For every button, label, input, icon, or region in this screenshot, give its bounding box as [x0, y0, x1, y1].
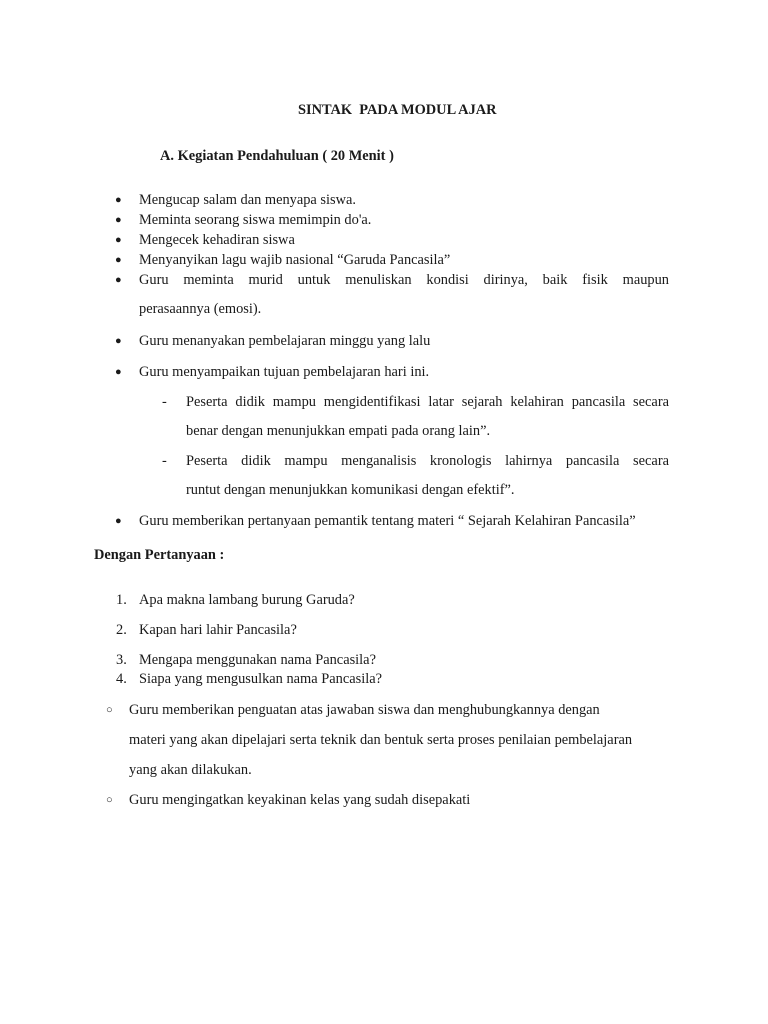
objective-line: Peserta didik mampu menganalisis kronologis lahirnya pancasila secara — [186, 453, 669, 469]
list-item: Meminta seorang siswa memimpin do'a. — [139, 212, 372, 228]
objective-line: Peserta didik mampu mengidentifikasi latar sejarah kelahiran pancasila secara — [186, 394, 669, 410]
list-item: Guru menanyakan pembelajaran minggu yang lalu — [139, 333, 431, 349]
list-item: Guru meminta murid untuk menuliskan kondisi dirinya, baik fisik maupun — [139, 272, 669, 288]
bullet-icon: ● — [115, 234, 122, 246]
circle-bullet-icon: ○ — [106, 794, 113, 806]
dash-marker: - — [162, 453, 167, 469]
question-number: 3. — [116, 652, 127, 668]
bullet-icon: ● — [115, 335, 122, 347]
bullet-icon: ● — [115, 366, 122, 378]
bullet-icon: ● — [115, 214, 122, 226]
question-text: Mengapa menggunakan nama Pancasila? — [139, 652, 376, 668]
objective-line: runtut dengan menunjukkan komunikasi dengan efektif”. — [186, 482, 515, 498]
closing-line: yang akan dilakukan. — [129, 762, 252, 778]
question-text: Kapan hari lahir Pancasila? — [139, 622, 297, 638]
closing-line: Guru memberikan penguatan atas jawaban siswa dan menghubungkannya dengan — [129, 702, 600, 718]
dash-marker: - — [162, 394, 167, 410]
objective-line: benar dengan menunjukkan empati pada orang lain”. — [186, 423, 491, 439]
section-heading: A. Kegiatan Pendahuluan ( 20 Menit ) — [160, 148, 394, 164]
list-item: Guru menyampaikan tujuan pembelajaran hari ini. — [139, 364, 430, 380]
list-item: Menyanyikan lagu wajib nasional “Garuda Pancasila” — [139, 252, 451, 268]
closing-line: materi yang akan dipelajari serta teknik dan bentuk serta proses penilaian pembelajaran — [129, 732, 633, 748]
question-number: 1. — [116, 592, 127, 608]
closing-line: Guru mengingatkan keyakinan kelas yang sudah disepakati — [129, 792, 471, 808]
question-text: Apa makna lambang burung Garuda? — [139, 592, 355, 608]
questions-heading: Dengan Pertanyaan : — [94, 547, 225, 563]
list-item: Guru memberikan pertanyaan pemantik tentang materi “ Sejarah Kelahiran Pancasila” — [139, 513, 636, 529]
circle-bullet-icon: ○ — [106, 704, 113, 716]
bullet-icon: ● — [115, 194, 122, 206]
list-item: Mengecek kehadiran siswa — [139, 232, 295, 248]
bullet-icon: ● — [115, 274, 122, 286]
list-item: Mengucap salam dan menyapa siswa. — [139, 192, 356, 208]
question-text: Siapa yang mengusulkan nama Pancasila? — [139, 671, 382, 687]
bullet-icon: ● — [115, 515, 122, 527]
bullet-icon: ● — [115, 254, 122, 266]
document-title: SINTAK PADA MODUL AJAR — [298, 102, 497, 118]
question-number: 4. — [116, 671, 127, 687]
list-item-continuation: perasaannya (emosi). — [139, 301, 262, 317]
question-number: 2. — [116, 622, 127, 638]
